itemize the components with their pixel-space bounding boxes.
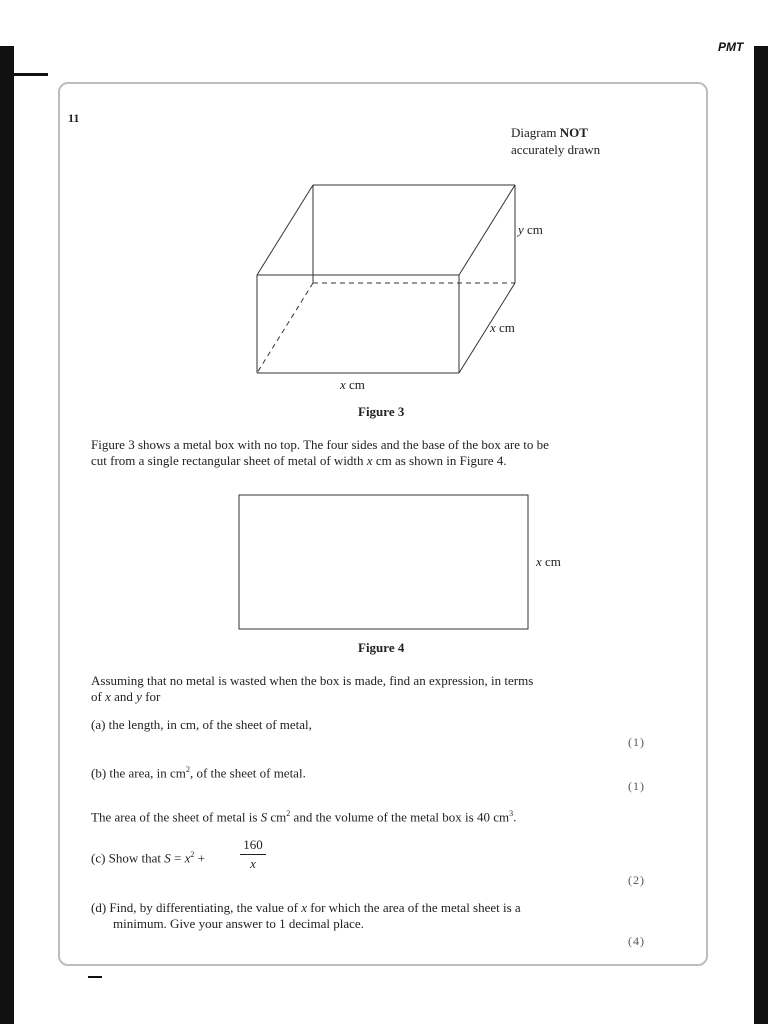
assume-var-y: y [136, 689, 142, 704]
part-a-text: (a) the length, in cm, of the sheet of metal, [91, 717, 312, 732]
intro-line-2b: cm as shown in Figure 4. [372, 453, 507, 468]
part-d-text [91, 900, 651, 932]
given-s: S [260, 809, 268, 825]
fraction-160-over-x [240, 838, 266, 871]
part-a-marks: (1) [628, 735, 645, 749]
part-c-prefix: (c) Show that [91, 850, 165, 866]
assume-text: and [110, 689, 137, 704]
given-b: cm [267, 809, 287, 825]
diagram-note-bold: NOT [559, 125, 588, 140]
part-d-marks: (4) [628, 934, 645, 948]
part-b-text [91, 762, 651, 781]
diagram-note-line2: accurately drawn [511, 142, 601, 157]
part-c-eq: = [170, 850, 185, 866]
label-y-cm: y cm [518, 222, 543, 237]
intro-line-2a: cut from a single rectangular sheet of metal of width [91, 453, 367, 468]
fraction-bar [240, 854, 266, 855]
part-c-plus: + [194, 850, 206, 866]
figure-4-caption: Figure 4 [358, 640, 405, 655]
part-b-marks: (1) [628, 779, 645, 793]
given-sup1: 2 [286, 809, 291, 818]
label-x-cm-sheet: x cm [536, 554, 561, 569]
assume-line-1: Assuming that no metal is wasted when the box is made, find an expression, in terms [91, 673, 534, 688]
intro-var-x: x [366, 453, 373, 468]
part-b-a: (b) the area, in cm [91, 765, 186, 781]
part-c-marks: (2) [628, 873, 645, 887]
sheet-rectangle [239, 495, 528, 629]
given-sup2: 3 [509, 809, 514, 818]
given-c: and the volume of the metal box is 40 cm [290, 809, 510, 825]
part-d-line2: minimum. Give your answer to 1 decimal place. [113, 916, 364, 931]
part-b-b: , of the sheet of metal. [189, 765, 306, 781]
fraction-denominator: x [250, 856, 256, 871]
part-d-a: (d) Find, by differentiating, the value of [91, 900, 302, 915]
part-c-x: x [184, 850, 191, 866]
assumption-paragraph [91, 673, 651, 705]
part-d-x: x [301, 900, 308, 915]
assume-text: of [91, 689, 106, 704]
pmt-watermark: PMT [718, 40, 744, 54]
figure-3-caption: Figure 3 [358, 404, 405, 419]
label-x-cm-side: x cm [490, 320, 515, 335]
intro-line-1: Figure 3 shows a metal box with no top. The four sides and the base of the box are to be [91, 437, 549, 452]
given-d: . [513, 809, 517, 825]
part-d-b: for which the area of the metal sheet is a [307, 900, 521, 915]
unit: cm [527, 222, 543, 237]
given-text [91, 806, 651, 825]
part-c-sup: 2 [190, 850, 195, 859]
given-a: The area of the sheet of metal is [91, 809, 261, 825]
label-x-cm-front: x cm [340, 377, 365, 392]
assume-var-x: x [105, 689, 111, 704]
page-footer-mark [88, 976, 102, 978]
part-c-s: S [164, 850, 171, 866]
assume-text: for [141, 689, 161, 704]
diagram-note-word: Diagram [511, 125, 557, 140]
question-number: 11 [68, 111, 80, 125]
fraction-numerator: 160 [243, 837, 263, 852]
part-b-sup: 2 [185, 765, 190, 774]
part-c-text [91, 847, 241, 866]
